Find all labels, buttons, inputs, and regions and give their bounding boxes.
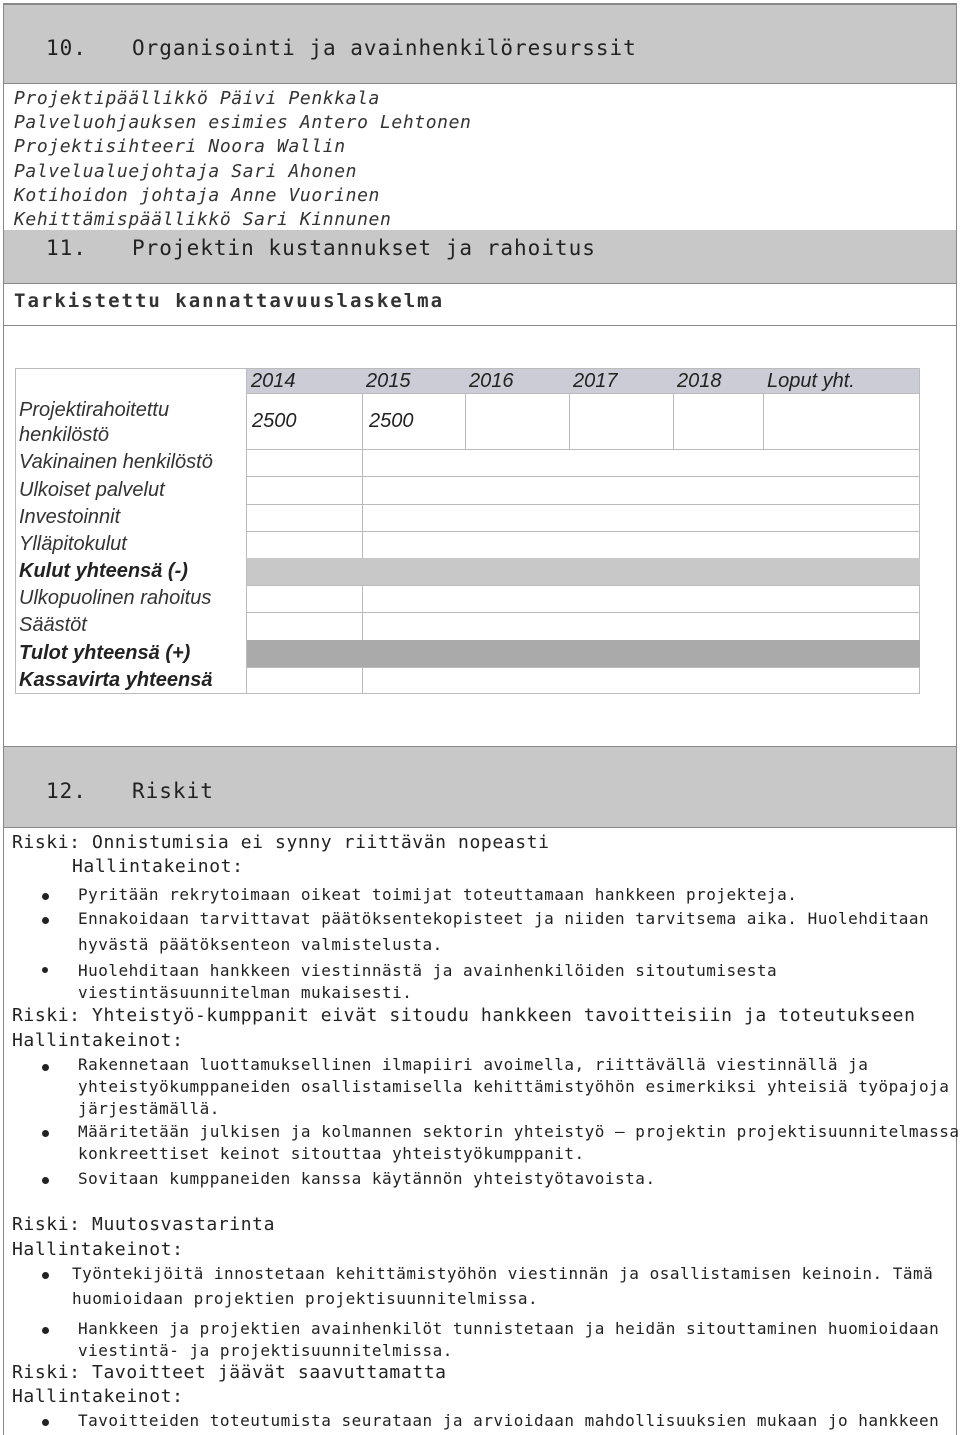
column-header: 2017	[573, 370, 618, 392]
person-line: Projektipäällikkö Päivi Penkkala	[14, 88, 380, 109]
bullet-text: Työntekijöitä innostetaan kehittämistyöhön viestinnän ja osallistamisen keinoin. Tämä	[72, 1264, 934, 1283]
row-label: henkilöstö	[19, 424, 110, 446]
row-label: Projektirahoitettu	[19, 399, 170, 421]
subtotal-row-bg	[247, 640, 920, 667]
row-label: Ulkoiset palvelut	[19, 479, 165, 501]
bullet-icon	[42, 1177, 49, 1184]
bullet-icon	[42, 967, 48, 973]
person-line: Kehittämispäällikkö Sari Kinnunen	[14, 209, 392, 230]
bullet-icon	[42, 1327, 49, 1334]
bullet-text: viestintäsuunnitelman mukaisesti.	[78, 983, 413, 1002]
person-line: Palveluohjauksen esimies Antero Lehtonen	[14, 112, 472, 133]
row-label: Ulkopuolinen rahoitus	[19, 587, 212, 609]
section-number: 11.	[46, 236, 87, 260]
cell-value: 2500	[252, 410, 297, 432]
section-number: 12.	[46, 779, 87, 803]
section-title: Riskit	[132, 779, 214, 803]
profitability-table	[15, 368, 920, 694]
bullet-icon	[42, 1130, 49, 1137]
bullet-text: hyvästä päätöksenteon valmistelusta.	[78, 935, 443, 954]
divider	[4, 325, 956, 326]
bullet-text: järjestämällä.	[78, 1099, 220, 1118]
bullet-text: huomioidaan projektien projektisuunnitelmissa.	[72, 1289, 539, 1308]
row-label: Kassavirta yhteensä	[19, 669, 213, 691]
column-header: 2018	[677, 370, 722, 392]
table-cell	[570, 394, 674, 450]
section-number: 10.	[46, 36, 87, 60]
subtotal-row-bg	[247, 558, 920, 585]
column-header: 2014	[251, 370, 296, 392]
table-cell	[674, 394, 764, 450]
person-line: Palvelualuejohtaja Sari Ahonen	[14, 161, 358, 182]
row-label: Kulut yhteensä (-)	[19, 560, 188, 582]
bullet-text: Pyritään rekrytoimaan oikeat toimijat toteuttamaan hankkeen projekteja.	[78, 885, 798, 904]
subtitle: Tarkistettu kannattavuuslaskelma	[14, 290, 445, 312]
risk-title: Riski: Muutosvastarinta	[12, 1214, 276, 1235]
bullet-text: viestintä- ja projektisuunnitelmissa.	[78, 1341, 453, 1360]
risk-title: Riski: Tavoitteet jäävät saavuttamatta	[12, 1362, 447, 1383]
bullet-text: Tavoitteiden toteutumista seurataan ja arvioidaan mahdollisuuksien mukaan jo hankkeen	[78, 1411, 940, 1430]
person-line: Kotihoidon johtaja Anne Vuorinen	[14, 185, 380, 206]
section-11-header	[4, 230, 956, 284]
column-header: Loput yht.	[767, 370, 855, 392]
row-label: Investoinnit	[19, 506, 121, 528]
cell-value: 2500	[369, 410, 414, 432]
person-line: Projektisihteeri Noora Wallin	[14, 136, 346, 157]
section-title: Organisointi ja avainhenkilöresurssit	[132, 36, 637, 60]
bullet-text: yhteistyökumppaneiden osallistamisella kehittämistyöhön esimerkiksi yhteisiä työpajoja	[78, 1077, 950, 1096]
section-10-header	[4, 4, 956, 84]
risk-subheading: Hallintakeinot:	[72, 856, 244, 877]
bullet-text: konkreettiset keinot sitouttaa yhteistyökumppanit.	[78, 1144, 585, 1163]
bullet-text: Ennakoidaan tarvittavat päätöksentekopisteet ja niiden tarvitsema aika. Huolehditaan	[78, 909, 930, 928]
table-cell	[764, 394, 920, 450]
bullet-text: Hankkeen ja projektien avainhenkilöt tunnistetaan ja heidän sitouttaminen huomioidaan	[78, 1319, 940, 1338]
row-label: Ylläpitokulut	[19, 533, 127, 555]
risk-title: Riski: Yhteistyö-kumppanit eivät sitoudu hankkeen tavoitteisiin ja toteutukseen	[12, 1005, 916, 1026]
column-header: 2016	[469, 370, 514, 392]
column-header: 2015	[366, 370, 411, 392]
row-label: Vakinainen henkilöstö	[19, 451, 213, 473]
risk-title: Riski: Onnistumisia ei synny riittävän nopeasti	[12, 832, 550, 853]
bullet-icon	[42, 1064, 49, 1071]
bullet-text: Sovitaan kumppaneiden kanssa käytännön yhteistyötavoista.	[78, 1169, 656, 1188]
bullet-text: Huolehditaan hankkeen viestinnästä ja avainhenkilöiden sitoutumisesta	[78, 961, 778, 980]
risk-subheading: Hallintakeinot:	[12, 1239, 184, 1260]
bullet-icon	[42, 1419, 49, 1426]
row-label: Säästöt	[19, 614, 87, 636]
bullet-text: Määritetään julkisen ja kolmannen sektorin yhteistyö — projektin projektisuunnitelmassa	[78, 1122, 960, 1141]
risk-subheading: Hallintakeinot:	[12, 1386, 184, 1407]
section-title: Projektin kustannukset ja rahoitus	[132, 236, 596, 260]
risk-subheading: Hallintakeinot:	[12, 1030, 184, 1051]
bullet-icon	[42, 893, 49, 900]
row-label: Tulot yhteensä (+)	[19, 642, 191, 664]
bullet-text: Rakennetaan luottamuksellinen ilmapiiri avoimella, riittävällä viestinnällä ja	[78, 1055, 869, 1074]
section-12-header	[4, 746, 956, 828]
bullet-icon	[42, 1272, 49, 1279]
bullet-icon	[42, 917, 49, 924]
table-cell	[466, 394, 570, 450]
